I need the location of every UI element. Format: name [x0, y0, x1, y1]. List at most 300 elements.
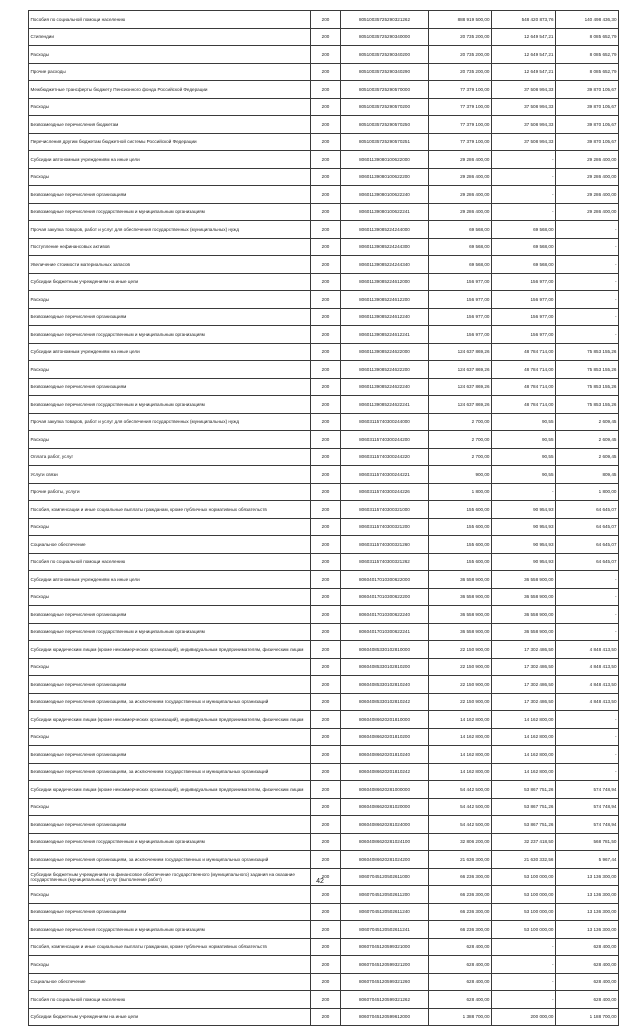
- table-row: [29, 343, 619, 361]
- table-row: [29, 361, 619, 379]
- table-row: [29, 273, 619, 291]
- row-budget-code: 80603115740300244200: [341, 431, 429, 449]
- row-approved-amount: 2 700,00: [429, 413, 492, 431]
- row-approved-amount: 628 400,00: [429, 956, 492, 974]
- table-row: [29, 606, 619, 624]
- row-unexecuted-amount: 13 136 300,00: [556, 886, 619, 904]
- row-executed-amount: 12 649 547,21: [492, 46, 556, 64]
- row-line-code: 200: [311, 571, 341, 589]
- row-budget-code: 80603115740300321200: [341, 518, 429, 536]
- row-name: Безвозмездные перечисления организациям, за исключением государственных и муниципальных организаций: [29, 693, 311, 711]
- row-name: Субсидии автономным учреждениям на иные цели: [29, 151, 311, 169]
- row-executed-amount: 21 630 332,56: [492, 851, 556, 869]
- row-executed-amount: -: [492, 151, 556, 169]
- row-name: Пособия, компенсации и иные социальные выплаты гражданам, кроме публичных нормативных обязательств: [29, 938, 311, 956]
- row-budget-code: 80604085330102810000: [341, 641, 429, 659]
- row-name: Безвозмездные перечисления организациям: [29, 308, 311, 326]
- row-line-code: 200: [311, 256, 341, 274]
- row-budget-code: 80604086620281024100: [341, 833, 429, 851]
- table-row: [29, 98, 619, 116]
- row-unexecuted-amount: 39 870 105,67: [556, 133, 619, 151]
- row-budget-code: 80604086620281024200: [341, 851, 429, 869]
- row-name: Безвозмездные перечисления организациям: [29, 746, 311, 764]
- row-unexecuted-amount: 39 870 105,67: [556, 81, 619, 99]
- row-name: Расходы: [29, 168, 311, 186]
- table-row: [29, 536, 619, 554]
- row-unexecuted-amount: 568 781,50: [556, 833, 619, 851]
- row-approved-amount: 20 735 200,00: [429, 63, 492, 81]
- row-name: Увеличение стоимости материальных запасов: [29, 256, 311, 274]
- table-row: [29, 291, 619, 309]
- row-approved-amount: 77 379 100,00: [429, 81, 492, 99]
- row-name: Безвозмездные перечисления организациям: [29, 186, 311, 204]
- row-budget-code: 80604086620201810000: [341, 711, 429, 729]
- row-line-code: 200: [311, 273, 341, 291]
- row-budget-code: 80607045120599321200: [341, 956, 429, 974]
- row-approved-amount: 14 162 800,00: [429, 763, 492, 781]
- row-executed-amount: 90 954,93: [492, 501, 556, 519]
- row-executed-amount: 12 649 547,21: [492, 63, 556, 81]
- row-executed-amount: 90 954,93: [492, 553, 556, 571]
- row-name: Расходы: [29, 518, 311, 536]
- row-line-code: 200: [311, 553, 341, 571]
- row-budget-code: 80607045120502611200: [341, 886, 429, 904]
- row-executed-amount: 156 977,00: [492, 291, 556, 309]
- row-executed-amount: 48 784 714,00: [492, 396, 556, 414]
- row-name: Безвозмездные перечисления бюджетам: [29, 116, 311, 134]
- row-unexecuted-amount: 1 800,00: [556, 483, 619, 501]
- row-unexecuted-amount: -: [556, 221, 619, 239]
- row-unexecuted-amount: 13 136 300,00: [556, 903, 619, 921]
- row-approved-amount: 156 977,00: [429, 326, 492, 344]
- row-executed-amount: 548 420 873,76: [492, 11, 556, 29]
- row-budget-code: 80604017010300622241: [341, 623, 429, 641]
- row-line-code: 200: [311, 448, 341, 466]
- row-name: Расходы: [29, 291, 311, 309]
- row-line-code: 200: [311, 151, 341, 169]
- row-line-code: 200: [311, 781, 341, 799]
- row-unexecuted-amount: -: [556, 238, 619, 256]
- table-row: [29, 641, 619, 659]
- table-row: [29, 571, 619, 589]
- row-executed-amount: 36 558 900,00: [492, 606, 556, 624]
- table-row: [29, 518, 619, 536]
- row-executed-amount: -: [492, 973, 556, 991]
- table-row: [29, 256, 619, 274]
- row-name: Субсидии бюджетным учреждениям на иные цели: [29, 273, 311, 291]
- row-approved-amount: 22 150 900,00: [429, 641, 492, 659]
- row-line-code: 200: [311, 886, 341, 904]
- row-line-code: 200: [311, 658, 341, 676]
- row-line-code: 200: [311, 921, 341, 939]
- row-executed-amount: 53 867 751,26: [492, 816, 556, 834]
- row-budget-code: 80601139085224622200: [341, 361, 429, 379]
- row-name: Расходы: [29, 46, 311, 64]
- row-line-code: 200: [311, 98, 341, 116]
- row-unexecuted-amount: -: [556, 571, 619, 589]
- row-approved-amount: 14 162 800,00: [429, 711, 492, 729]
- row-line-code: 200: [311, 431, 341, 449]
- row-name: Пособия, компенсации и иные социальные выплаты гражданам, кроме публичных нормативных обязательств: [29, 501, 311, 519]
- row-name: Безвозмездные перечисления организациям, за исключением государственных и муниципальных организаций: [29, 851, 311, 869]
- row-budget-code: 80510035725290570000: [341, 81, 429, 99]
- row-budget-code: 80601139085224612240: [341, 308, 429, 326]
- row-unexecuted-amount: 574 748,94: [556, 798, 619, 816]
- row-executed-amount: 53 100 000,00: [492, 886, 556, 904]
- row-executed-amount: 37 508 994,33: [492, 133, 556, 151]
- row-name: Безвозмездные перечисления государственным и муниципальным организациям: [29, 833, 311, 851]
- row-name: Безвозмездные перечисления организациям: [29, 378, 311, 396]
- row-budget-code: 80603115740300244220: [341, 448, 429, 466]
- row-approved-amount: 54 442 500,00: [429, 781, 492, 799]
- row-budget-code: 80603115740300244226: [341, 483, 429, 501]
- row-executed-amount: 14 162 800,00: [492, 746, 556, 764]
- row-budget-code: 80510035725290570250: [341, 116, 429, 134]
- row-line-code: 200: [311, 186, 341, 204]
- row-approved-amount: 22 150 900,00: [429, 693, 492, 711]
- table-row: [29, 1008, 619, 1026]
- row-budget-code: 80604085330102810240: [341, 676, 429, 694]
- page-number: 42: [316, 878, 324, 885]
- row-approved-amount: 124 637 869,26: [429, 396, 492, 414]
- row-approved-amount: 54 442 500,00: [429, 816, 492, 834]
- row-name: Безвозмездные перечисления организациям: [29, 903, 311, 921]
- row-approved-amount: 29 286 400,00: [429, 203, 492, 221]
- row-name: Субсидии автономным учреждениям на иные цели: [29, 571, 311, 589]
- row-unexecuted-amount: 4 848 413,50: [556, 658, 619, 676]
- row-line-code: 200: [311, 466, 341, 484]
- row-approved-amount: 628 400,00: [429, 938, 492, 956]
- row-line-code: 200: [311, 28, 341, 46]
- row-budget-code: 80607045120502611240: [341, 903, 429, 921]
- row-name: Расходы: [29, 98, 311, 116]
- row-line-code: 200: [311, 413, 341, 431]
- table-row: [29, 116, 619, 134]
- row-line-code: 200: [311, 833, 341, 851]
- row-name: Расходы: [29, 956, 311, 974]
- row-line-code: 200: [311, 1008, 341, 1026]
- row-budget-code: 80601139080100622000: [341, 151, 429, 169]
- row-line-code: 200: [311, 168, 341, 186]
- row-line-code: 200: [311, 116, 341, 134]
- row-line-code: 200: [311, 396, 341, 414]
- row-name: Стипендии: [29, 28, 311, 46]
- row-approved-amount: 888 919 500,00: [429, 11, 492, 29]
- row-budget-code: 80604086620281020000: [341, 798, 429, 816]
- row-name: Поступление нефинансовых активов: [29, 238, 311, 256]
- row-approved-amount: 66 236 300,00: [429, 903, 492, 921]
- row-unexecuted-amount: 75 853 155,26: [556, 396, 619, 414]
- row-budget-code: 80604017010300622240: [341, 606, 429, 624]
- row-budget-code: 80604085330102810200: [341, 658, 429, 676]
- row-approved-amount: 32 806 200,00: [429, 833, 492, 851]
- table-row: [29, 186, 619, 204]
- row-approved-amount: 21 636 300,00: [429, 851, 492, 869]
- row-budget-code: 80601139080100622241: [341, 203, 429, 221]
- row-executed-amount: 69 568,00: [492, 238, 556, 256]
- table-row: [29, 203, 619, 221]
- row-unexecuted-amount: 4 848 413,50: [556, 641, 619, 659]
- row-budget-code: 80604085330102810242: [341, 693, 429, 711]
- row-unexecuted-amount: -: [556, 711, 619, 729]
- row-executed-amount: 37 508 994,33: [492, 116, 556, 134]
- table-row: [29, 221, 619, 239]
- table-row: [29, 693, 619, 711]
- row-executed-amount: 36 558 900,00: [492, 623, 556, 641]
- row-executed-amount: 48 784 714,00: [492, 378, 556, 396]
- table-row: [29, 991, 619, 1009]
- row-budget-code: 80607045120599321000: [341, 938, 429, 956]
- row-approved-amount: 155 600,00: [429, 553, 492, 571]
- row-executed-amount: 37 508 994,33: [492, 81, 556, 99]
- row-name: Прочие расходы: [29, 63, 311, 81]
- budget-sheet: [28, 10, 618, 1026]
- row-approved-amount: 36 558 900,00: [429, 606, 492, 624]
- table-row: [29, 746, 619, 764]
- table-row: [29, 501, 619, 519]
- row-executed-amount: 36 558 900,00: [492, 588, 556, 606]
- row-budget-code: 80604086620281024000: [341, 816, 429, 834]
- row-name: Прочая закупка товаров, работ и услуг для обеспечения государственных (муниципальных) нужд: [29, 221, 311, 239]
- table-row: [29, 798, 619, 816]
- row-unexecuted-amount: 5 967,44: [556, 851, 619, 869]
- row-approved-amount: 69 568,00: [429, 221, 492, 239]
- table-row: [29, 973, 619, 991]
- row-executed-amount: 48 784 714,00: [492, 361, 556, 379]
- table-row: [29, 903, 619, 921]
- row-approved-amount: 66 236 300,00: [429, 886, 492, 904]
- row-approved-amount: 36 558 900,00: [429, 588, 492, 606]
- row-unexecuted-amount: -: [556, 273, 619, 291]
- row-budget-code: 80604086620201810242: [341, 763, 429, 781]
- table-row: [29, 763, 619, 781]
- row-name: Услуги связи: [29, 466, 311, 484]
- row-line-code: 200: [311, 676, 341, 694]
- row-line-code: 200: [311, 238, 341, 256]
- row-line-code: 200: [311, 938, 341, 956]
- row-executed-amount: -: [492, 938, 556, 956]
- row-executed-amount: 53 100 000,00: [492, 868, 556, 886]
- table-row: [29, 921, 619, 939]
- row-unexecuted-amount: -: [556, 308, 619, 326]
- row-line-code: 200: [311, 868, 341, 886]
- row-unexecuted-amount: 13 136 300,00: [556, 921, 619, 939]
- row-name: Безвозмездные перечисления государственным и муниципальным организациям: [29, 326, 311, 344]
- row-name: Субсидии автономным учреждениям на иные цели: [29, 343, 311, 361]
- row-approved-amount: 36 558 900,00: [429, 571, 492, 589]
- row-name: Безвозмездные перечисления организациям: [29, 606, 311, 624]
- row-budget-code: 80601139085224612241: [341, 326, 429, 344]
- table-row: [29, 11, 619, 29]
- row-executed-amount: 53 867 751,26: [492, 781, 556, 799]
- row-unexecuted-amount: 29 286 400,00: [556, 203, 619, 221]
- row-line-code: 200: [311, 326, 341, 344]
- row-approved-amount: 2 700,00: [429, 431, 492, 449]
- row-executed-amount: -: [492, 991, 556, 1009]
- row-executed-amount: 156 977,00: [492, 273, 556, 291]
- row-approved-amount: 20 735 200,00: [429, 46, 492, 64]
- row-line-code: 200: [311, 343, 341, 361]
- row-executed-amount: 14 162 800,00: [492, 728, 556, 746]
- row-line-code: 200: [311, 133, 341, 151]
- row-budget-code: 80510035725290340290: [341, 63, 429, 81]
- table-row: [29, 851, 619, 869]
- row-executed-amount: -: [492, 186, 556, 204]
- table-row: [29, 133, 619, 151]
- row-unexecuted-amount: 75 853 155,26: [556, 361, 619, 379]
- row-executed-amount: 90,55: [492, 413, 556, 431]
- row-executed-amount: 90 954,93: [492, 536, 556, 554]
- row-line-code: 200: [311, 693, 341, 711]
- row-name: Субсидии бюджетным учреждениям на финансовое обеспечение государственного (муниципального) задания на оказание государственных (муниципальных) услуг (выполнение работ): [29, 868, 311, 886]
- table-row: [29, 781, 619, 799]
- row-unexecuted-amount: -: [556, 606, 619, 624]
- row-executed-amount: 156 977,00: [492, 308, 556, 326]
- row-unexecuted-amount: 8 085 652,79: [556, 63, 619, 81]
- row-budget-code: 80607045120599321260: [341, 973, 429, 991]
- row-budget-code: 80603115740300244000: [341, 413, 429, 431]
- table-row: [29, 658, 619, 676]
- row-approved-amount: 29 286 400,00: [429, 151, 492, 169]
- row-unexecuted-amount: 2 609,45: [556, 448, 619, 466]
- row-budget-code: 80601139085224244300: [341, 238, 429, 256]
- row-name: Социальное обеспечение: [29, 536, 311, 554]
- table-row: [29, 466, 619, 484]
- row-line-code: 200: [311, 203, 341, 221]
- row-unexecuted-amount: -: [556, 326, 619, 344]
- row-line-code: 200: [311, 221, 341, 239]
- row-unexecuted-amount: -: [556, 746, 619, 764]
- row-approved-amount: 2 700,00: [429, 448, 492, 466]
- table-row: [29, 588, 619, 606]
- row-executed-amount: 53 100 000,00: [492, 921, 556, 939]
- row-executed-amount: -: [492, 168, 556, 186]
- row-name: Расходы: [29, 798, 311, 816]
- row-name: Безвозмездные перечисления государственным и муниципальным организациям: [29, 203, 311, 221]
- row-executed-amount: 37 508 994,33: [492, 98, 556, 116]
- row-unexecuted-amount: -: [556, 623, 619, 641]
- row-line-code: 200: [311, 81, 341, 99]
- row-budget-code: 80604086620281000000: [341, 781, 429, 799]
- row-executed-amount: 69 568,00: [492, 256, 556, 274]
- table-row: [29, 326, 619, 344]
- row-unexecuted-amount: 8 085 652,79: [556, 28, 619, 46]
- row-approved-amount: 155 600,00: [429, 536, 492, 554]
- row-line-code: 200: [311, 63, 341, 81]
- row-unexecuted-amount: 628 400,00: [556, 956, 619, 974]
- table-row: [29, 676, 619, 694]
- row-budget-code: 80601139080100622240: [341, 186, 429, 204]
- table-row: [29, 413, 619, 431]
- row-unexecuted-amount: 64 645,07: [556, 501, 619, 519]
- row-line-code: 200: [311, 973, 341, 991]
- row-executed-amount: -: [492, 956, 556, 974]
- row-executed-amount: 17 302 486,50: [492, 676, 556, 694]
- row-executed-amount: -: [492, 483, 556, 501]
- row-line-code: 200: [311, 46, 341, 64]
- row-approved-amount: 54 442 500,00: [429, 798, 492, 816]
- row-unexecuted-amount: 29 286 400,00: [556, 168, 619, 186]
- budget-table-body: [29, 11, 619, 1026]
- row-budget-code: 80604086620201810240: [341, 746, 429, 764]
- row-approved-amount: 155 600,00: [429, 518, 492, 536]
- row-unexecuted-amount: 574 748,94: [556, 816, 619, 834]
- row-approved-amount: 29 286 400,00: [429, 168, 492, 186]
- row-line-code: 200: [311, 518, 341, 536]
- row-approved-amount: 22 150 900,00: [429, 676, 492, 694]
- row-executed-amount: 156 977,00: [492, 326, 556, 344]
- row-unexecuted-amount: 140 498 436,30: [556, 11, 619, 29]
- row-budget-code: 80510035725290321262: [341, 11, 429, 29]
- table-row: [29, 623, 619, 641]
- row-line-code: 200: [311, 606, 341, 624]
- row-budget-code: 80510035725290340000: [341, 28, 429, 46]
- table-row: [29, 728, 619, 746]
- row-line-code: 200: [311, 903, 341, 921]
- row-approved-amount: 69 568,00: [429, 256, 492, 274]
- row-budget-code: 80601139085224612200: [341, 291, 429, 309]
- row-name: Пособия по социальной помощи населению: [29, 11, 311, 29]
- row-unexecuted-amount: 2 609,45: [556, 413, 619, 431]
- row-approved-amount: 77 379 100,00: [429, 133, 492, 151]
- table-row: [29, 431, 619, 449]
- row-budget-code: 80607045120599321262: [341, 991, 429, 1009]
- row-unexecuted-amount: 4 848 413,50: [556, 676, 619, 694]
- row-unexecuted-amount: 628 400,00: [556, 991, 619, 1009]
- table-row: [29, 483, 619, 501]
- row-unexecuted-amount: -: [556, 728, 619, 746]
- row-name: Пособия по социальной помощи населению: [29, 553, 311, 571]
- row-name: Социальное обеспечение: [29, 973, 311, 991]
- row-unexecuted-amount: 8 085 652,79: [556, 46, 619, 64]
- table-row: [29, 63, 619, 81]
- row-budget-code: 80607045120502611000: [341, 868, 429, 886]
- row-unexecuted-amount: 64 645,07: [556, 518, 619, 536]
- row-executed-amount: 200 000,00: [492, 1008, 556, 1026]
- row-line-code: 200: [311, 991, 341, 1009]
- row-unexecuted-amount: 574 748,94: [556, 781, 619, 799]
- row-approved-amount: 1 800,00: [429, 483, 492, 501]
- row-executed-amount: 90,55: [492, 466, 556, 484]
- row-line-code: 200: [311, 378, 341, 396]
- row-line-code: 200: [311, 816, 341, 834]
- row-line-code: 200: [311, 746, 341, 764]
- row-executed-amount: 90,55: [492, 431, 556, 449]
- row-name: Расходы: [29, 361, 311, 379]
- row-name: Безвозмездные перечисления организациям: [29, 816, 311, 834]
- row-unexecuted-amount: -: [556, 588, 619, 606]
- row-unexecuted-amount: 39 870 105,67: [556, 116, 619, 134]
- row-approved-amount: 77 379 100,00: [429, 116, 492, 134]
- row-budget-code: 80510035725290570200: [341, 98, 429, 116]
- row-approved-amount: 156 977,00: [429, 308, 492, 326]
- row-approved-amount: 155 600,00: [429, 501, 492, 519]
- row-unexecuted-amount: -: [556, 256, 619, 274]
- row-name: Безвозмездные перечисления государственным и муниципальным организациям: [29, 623, 311, 641]
- row-line-code: 200: [311, 536, 341, 554]
- row-unexecuted-amount: 39 870 105,67: [556, 98, 619, 116]
- row-budget-code: 80607045120502611241: [341, 921, 429, 939]
- row-executed-amount: 17 302 486,50: [492, 658, 556, 676]
- row-unexecuted-amount: 628 400,00: [556, 973, 619, 991]
- row-unexecuted-amount: 2 609,45: [556, 431, 619, 449]
- row-unexecuted-amount: 1 188 700,00: [556, 1008, 619, 1026]
- row-approved-amount: 900,00: [429, 466, 492, 484]
- row-line-code: 200: [311, 728, 341, 746]
- table-row: [29, 553, 619, 571]
- row-unexecuted-amount: 75 853 155,26: [556, 378, 619, 396]
- row-name: Прочие работы, услуги: [29, 483, 311, 501]
